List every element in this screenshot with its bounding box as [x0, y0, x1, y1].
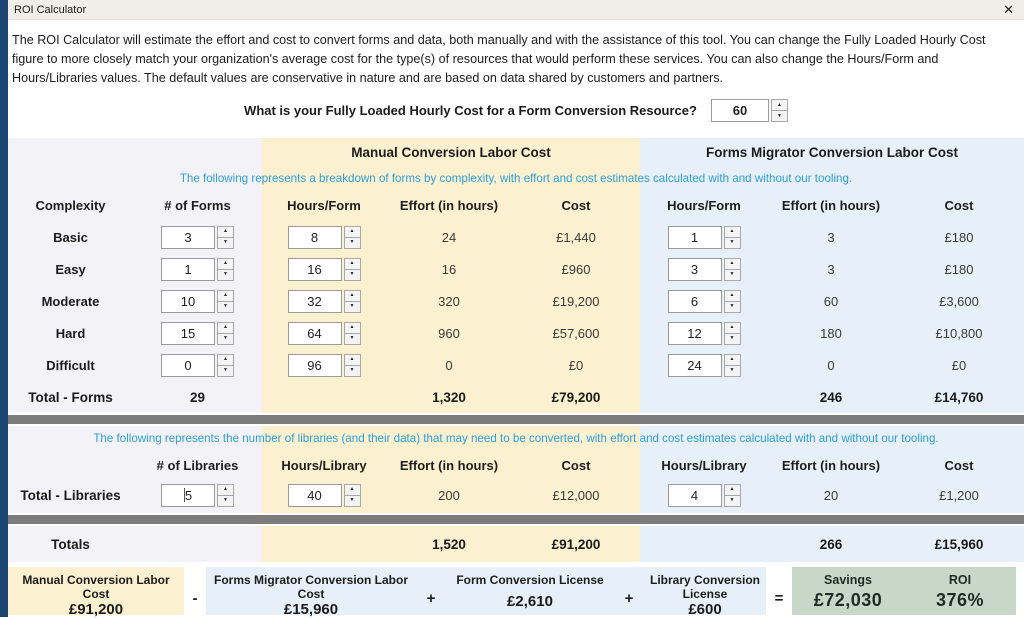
- total-libraries-label: Total - Libraries: [8, 477, 133, 513]
- migrator-cost-value: £0: [894, 349, 1024, 381]
- spin-up-icon[interactable]: ▲: [344, 354, 361, 366]
- migrator-section-header: Forms Migrator Conversion Labor Cost: [640, 138, 1024, 166]
- complexity-label: Hard: [8, 317, 133, 349]
- totals-migrator-cost: £15,960: [894, 526, 1024, 562]
- manual-hours-spinner-hard[interactable]: 64 ▲ ▼: [288, 322, 361, 345]
- hourly-cost-row: [8, 99, 1024, 122]
- complexity-label: Basic: [8, 221, 133, 253]
- header-migrator-effort: Effort (in hours): [768, 190, 894, 221]
- manual-cost-value: £960: [512, 253, 640, 285]
- spin-down-icon[interactable]: ▼: [217, 366, 234, 377]
- hourly-cost-spin-buttons[interactable]: [771, 99, 788, 122]
- header-complexity: Complexity: [8, 190, 133, 221]
- summary-savings-box: [792, 567, 1016, 615]
- spin-up-icon[interactable]: ▲: [217, 226, 234, 238]
- summary-migrator-label: Forms Migrator Conversion Labor Cost: [213, 573, 409, 601]
- summary-strip: [8, 567, 1024, 618]
- savings-label: Savings: [824, 573, 872, 587]
- minus-operator: -: [192, 590, 198, 607]
- plus-operator: +: [426, 590, 436, 607]
- summary-migrator-value: £15,960: [283, 601, 339, 618]
- summary-migrator-box: [206, 567, 416, 618]
- total-manual-effort: 1,320: [386, 381, 512, 413]
- libraries-note: The following represents the number of libraries (and their data) that may need to be converted, with effort and cost estimates calculated with and without our tooling.: [93, 431, 939, 445]
- manual-effort-value: 16: [386, 253, 512, 285]
- spin-up-icon[interactable]: ▲: [217, 322, 234, 334]
- section-header-spacer: [8, 138, 262, 166]
- summary-library-license-box: [644, 567, 766, 618]
- num-forms-spinner-easy[interactable]: 1 ▲ ▼: [161, 258, 234, 281]
- migrator-cost-value: £180: [894, 253, 1024, 285]
- total-forms-row: [8, 381, 1024, 413]
- spin-down-icon[interactable]: ▼: [217, 334, 234, 345]
- spin-up-icon[interactable]: ▲: [344, 484, 361, 496]
- spin-down-icon[interactable]: ▼: [344, 238, 361, 249]
- total-forms-label: Total - Forms: [8, 381, 133, 413]
- num-forms-spinner-moderate[interactable]: 10 ▲ ▼: [161, 290, 234, 313]
- migrator-effort-value: 180: [768, 317, 894, 349]
- complexity-label: Difficult: [8, 349, 133, 381]
- spin-up-icon[interactable]: ▲: [344, 290, 361, 302]
- spin-up-icon[interactable]: ▲: [724, 290, 741, 302]
- migrator-cost-value: £180: [894, 221, 1024, 253]
- forms-header-row: [8, 190, 1024, 221]
- complexity-label: Easy: [8, 253, 133, 285]
- spin-down-icon[interactable]: ▼: [724, 334, 741, 345]
- spin-down-icon[interactable]: ▼: [724, 366, 741, 377]
- header-num-libraries: # of Libraries: [133, 450, 262, 481]
- divider-bar: [8, 415, 1024, 424]
- total-migrator-effort: 246: [768, 381, 894, 413]
- header-manual-hours-form: Hours/Form: [262, 190, 386, 221]
- num-forms-spinner-difficult[interactable]: 0 ▲ ▼: [161, 354, 234, 377]
- table-row-difficult: [8, 349, 1024, 381]
- manual-hours-spinner-basic[interactable]: 8 ▲ ▼: [288, 226, 361, 249]
- migrator-hours-spinner-easy[interactable]: 3 ▲ ▼: [668, 258, 741, 281]
- spin-down-icon[interactable]: ▼: [217, 302, 234, 313]
- spin-up-icon[interactable]: ▲: [724, 354, 741, 366]
- totals-row: [8, 526, 1024, 562]
- libraries-header-row: [8, 450, 1024, 477]
- spin-down-icon[interactable]: ▼: [217, 496, 234, 507]
- migrator-effort-value: 0: [768, 349, 894, 381]
- summary-blue-strip: [206, 567, 766, 618]
- spin-down-icon[interactable]: ▼: [724, 496, 741, 507]
- lib-migrator-effort-value: 20: [768, 477, 894, 513]
- spin-up-icon[interactable]: ▲: [344, 258, 361, 270]
- spin-up-icon[interactable]: ▲: [217, 354, 234, 366]
- spin-up-icon[interactable]: ▲: [344, 322, 361, 334]
- manual-section-header: Manual Conversion Labor Cost: [262, 138, 640, 166]
- header-manual-lib-cost: Cost: [512, 450, 640, 481]
- spin-down-icon[interactable]: ▼: [344, 334, 361, 345]
- manual-hours-spinner-easy[interactable]: 16 ▲ ▼: [288, 258, 361, 281]
- roi-label: ROI: [948, 573, 972, 587]
- lib-migrator-cost-value: £1,200: [894, 477, 1024, 513]
- spin-up-icon[interactable]: ▲: [344, 226, 361, 238]
- spin-up-icon[interactable]: ▲: [724, 322, 741, 334]
- intro-text: The ROI Calculator will estimate the effort and cost to convert forms and data, both manually and with the assistance of this tool. You can change the Fully Loaded Hourly Cost figure to more closely match your organization's average cost for the type(s) of resources that would perform these services. You can also change the Hours/Form and Hours/Libraries values. The default values are conservative in nature and are based on data shared by customers and partners.: [12, 33, 986, 85]
- spin-up-icon[interactable]: ▲: [217, 290, 234, 302]
- header-manual-effort: Effort (in hours): [386, 190, 512, 221]
- title-bar: [8, 0, 1024, 20]
- section-header-row: [8, 138, 1024, 166]
- manual-hours-spinner-moderate[interactable]: 32 ▲ ▼: [288, 290, 361, 313]
- forms-note-row: [8, 166, 1024, 190]
- totals-manual-cost: £91,200: [512, 526, 640, 562]
- totals-migrator-effort: 266: [768, 526, 894, 562]
- plus-operator: +: [624, 590, 634, 607]
- close-icon[interactable]: ✕: [1003, 2, 1014, 17]
- migrator-hours-spinner-hard[interactable]: 12 ▲ ▼: [668, 322, 741, 345]
- spin-down-icon[interactable]: ▼: [724, 302, 741, 313]
- migrator-effort-value: 3: [768, 253, 894, 285]
- migrator-effort-value: 3: [768, 221, 894, 253]
- migrator-effort-value: 60: [768, 285, 894, 317]
- table-row-basic: [8, 221, 1024, 253]
- spin-down-icon[interactable]: ▼: [217, 270, 234, 281]
- totals-manual-effort: 1,520: [386, 526, 512, 562]
- lib-manual-cost-value: £12,000: [512, 477, 640, 513]
- header-migrator-cost: Cost: [894, 190, 1024, 221]
- header-num-forms: # of Forms: [133, 190, 262, 221]
- spin-up-icon[interactable]: ▲: [724, 484, 741, 496]
- header-migrator-hours-form: Hours/Form: [640, 190, 768, 221]
- libraries-note-row: [8, 426, 1024, 450]
- migrator-cost-value: £10,800: [894, 317, 1024, 349]
- summary-manual-label: Manual Conversion Labor Cost: [22, 573, 170, 601]
- manual-effort-value: 24: [386, 221, 512, 253]
- manual-cost-value: £19,200: [512, 285, 640, 317]
- total-num-forms: 29: [133, 381, 262, 413]
- header-migrator-hours-library: Hours/Library: [640, 450, 768, 481]
- header-manual-lib-effort: Effort (in hours): [386, 450, 512, 481]
- spin-up-icon[interactable]: ▲: [217, 258, 234, 270]
- header-migrator-lib-cost: Cost: [894, 450, 1024, 481]
- manual-effort-value: 960: [386, 317, 512, 349]
- hourly-cost-input[interactable]: 60: [711, 99, 769, 122]
- manual-effort-value: 0: [386, 349, 512, 381]
- summary-library-license-label: Library Conversion License: [649, 573, 761, 601]
- migrator-hours-library-spinner[interactable]: 4 ▲ ▼: [668, 484, 741, 507]
- roi-value: 376%: [935, 590, 985, 610]
- manual-cost-value: £57,600: [512, 317, 640, 349]
- summary-form-license-value: £2,610: [507, 593, 553, 610]
- hourly-cost-spinner[interactable]: [711, 99, 788, 122]
- roi-column: [904, 567, 1016, 615]
- manual-cost-value: £1,440: [512, 221, 640, 253]
- manual-hours-spinner-difficult[interactable]: 96 ▲ ▼: [288, 354, 361, 377]
- num-libraries-spinner[interactable]: 5 ▲ ▼: [161, 484, 234, 507]
- table-row-easy: [8, 253, 1024, 285]
- spin-down-icon[interactable]: ▼: [344, 496, 361, 507]
- num-forms-spinner-hard[interactable]: 15 ▲ ▼: [161, 322, 234, 345]
- spin-down-icon[interactable]: ▼: [344, 302, 361, 313]
- spin-down-icon[interactable]: ▼: [344, 270, 361, 281]
- summary-manual-value: £91,200: [68, 601, 124, 618]
- manual-hours-library-spinner[interactable]: 40 ▲ ▼: [288, 484, 361, 507]
- savings-value: £72,030: [813, 590, 883, 610]
- manual-effort-value: 320: [386, 285, 512, 317]
- spin-down-icon[interactable]: ▼: [217, 238, 234, 249]
- migrator-hours-spinner-basic[interactable]: 1 ▲ ▼: [668, 226, 741, 249]
- header-manual-cost: Cost: [512, 190, 640, 221]
- window-title: ROI Calculator: [14, 3, 87, 16]
- num-forms-spinner-basic[interactable]: 3 ▲ ▼: [161, 226, 234, 249]
- migrator-cost-value: £3,600: [894, 285, 1024, 317]
- total-manual-cost: £79,200: [512, 381, 640, 413]
- lib-manual-effort-value: 200: [386, 477, 512, 513]
- manual-cost-value: £0: [512, 349, 640, 381]
- summary-form-license-label: Form Conversion License: [456, 573, 604, 587]
- table-row-moderate: [8, 285, 1024, 317]
- spin-up-icon[interactable]: ▲: [217, 484, 234, 496]
- spin-down-icon[interactable]: ▼: [724, 238, 741, 249]
- total-libraries-row: [8, 477, 1024, 513]
- summary-form-license-box: [446, 567, 614, 615]
- spin-up-icon[interactable]: ▲: [771, 99, 788, 111]
- migrator-hours-spinner-difficult[interactable]: 24 ▲ ▼: [668, 354, 741, 377]
- total-migrator-cost: £14,760: [894, 381, 1024, 413]
- spin-up-icon[interactable]: ▲: [724, 258, 741, 270]
- table-row-hard: [8, 317, 1024, 349]
- hourly-cost-question: What is your Fully Loaded Hourly Cost for a Form Conversion Resource?: [244, 103, 697, 118]
- summary-library-license-value: £600: [688, 601, 722, 618]
- header-manual-hours-library: Hours/Library: [262, 450, 386, 481]
- spin-down-icon[interactable]: ▼: [344, 366, 361, 377]
- migrator-hours-spinner-moderate[interactable]: 6 ▲ ▼: [668, 290, 741, 313]
- divider-bar: [8, 515, 1024, 524]
- spin-down-icon[interactable]: ▼: [724, 270, 741, 281]
- totals-label: Totals: [8, 526, 133, 562]
- spin-down-icon[interactable]: ▼: [771, 111, 788, 122]
- complexity-label: Moderate: [8, 285, 133, 317]
- savings-column: [792, 567, 904, 615]
- forms-note: The following represents a breakdown of forms by complexity, with effort and cost estimates calculated with and without our tooling.: [179, 171, 853, 185]
- summary-manual-box: [8, 567, 184, 618]
- roi-table: [8, 138, 1024, 562]
- spin-up-icon[interactable]: ▲: [724, 226, 741, 238]
- equals-operator: =: [774, 590, 784, 607]
- header-migrator-lib-effort: Effort (in hours): [768, 450, 894, 481]
